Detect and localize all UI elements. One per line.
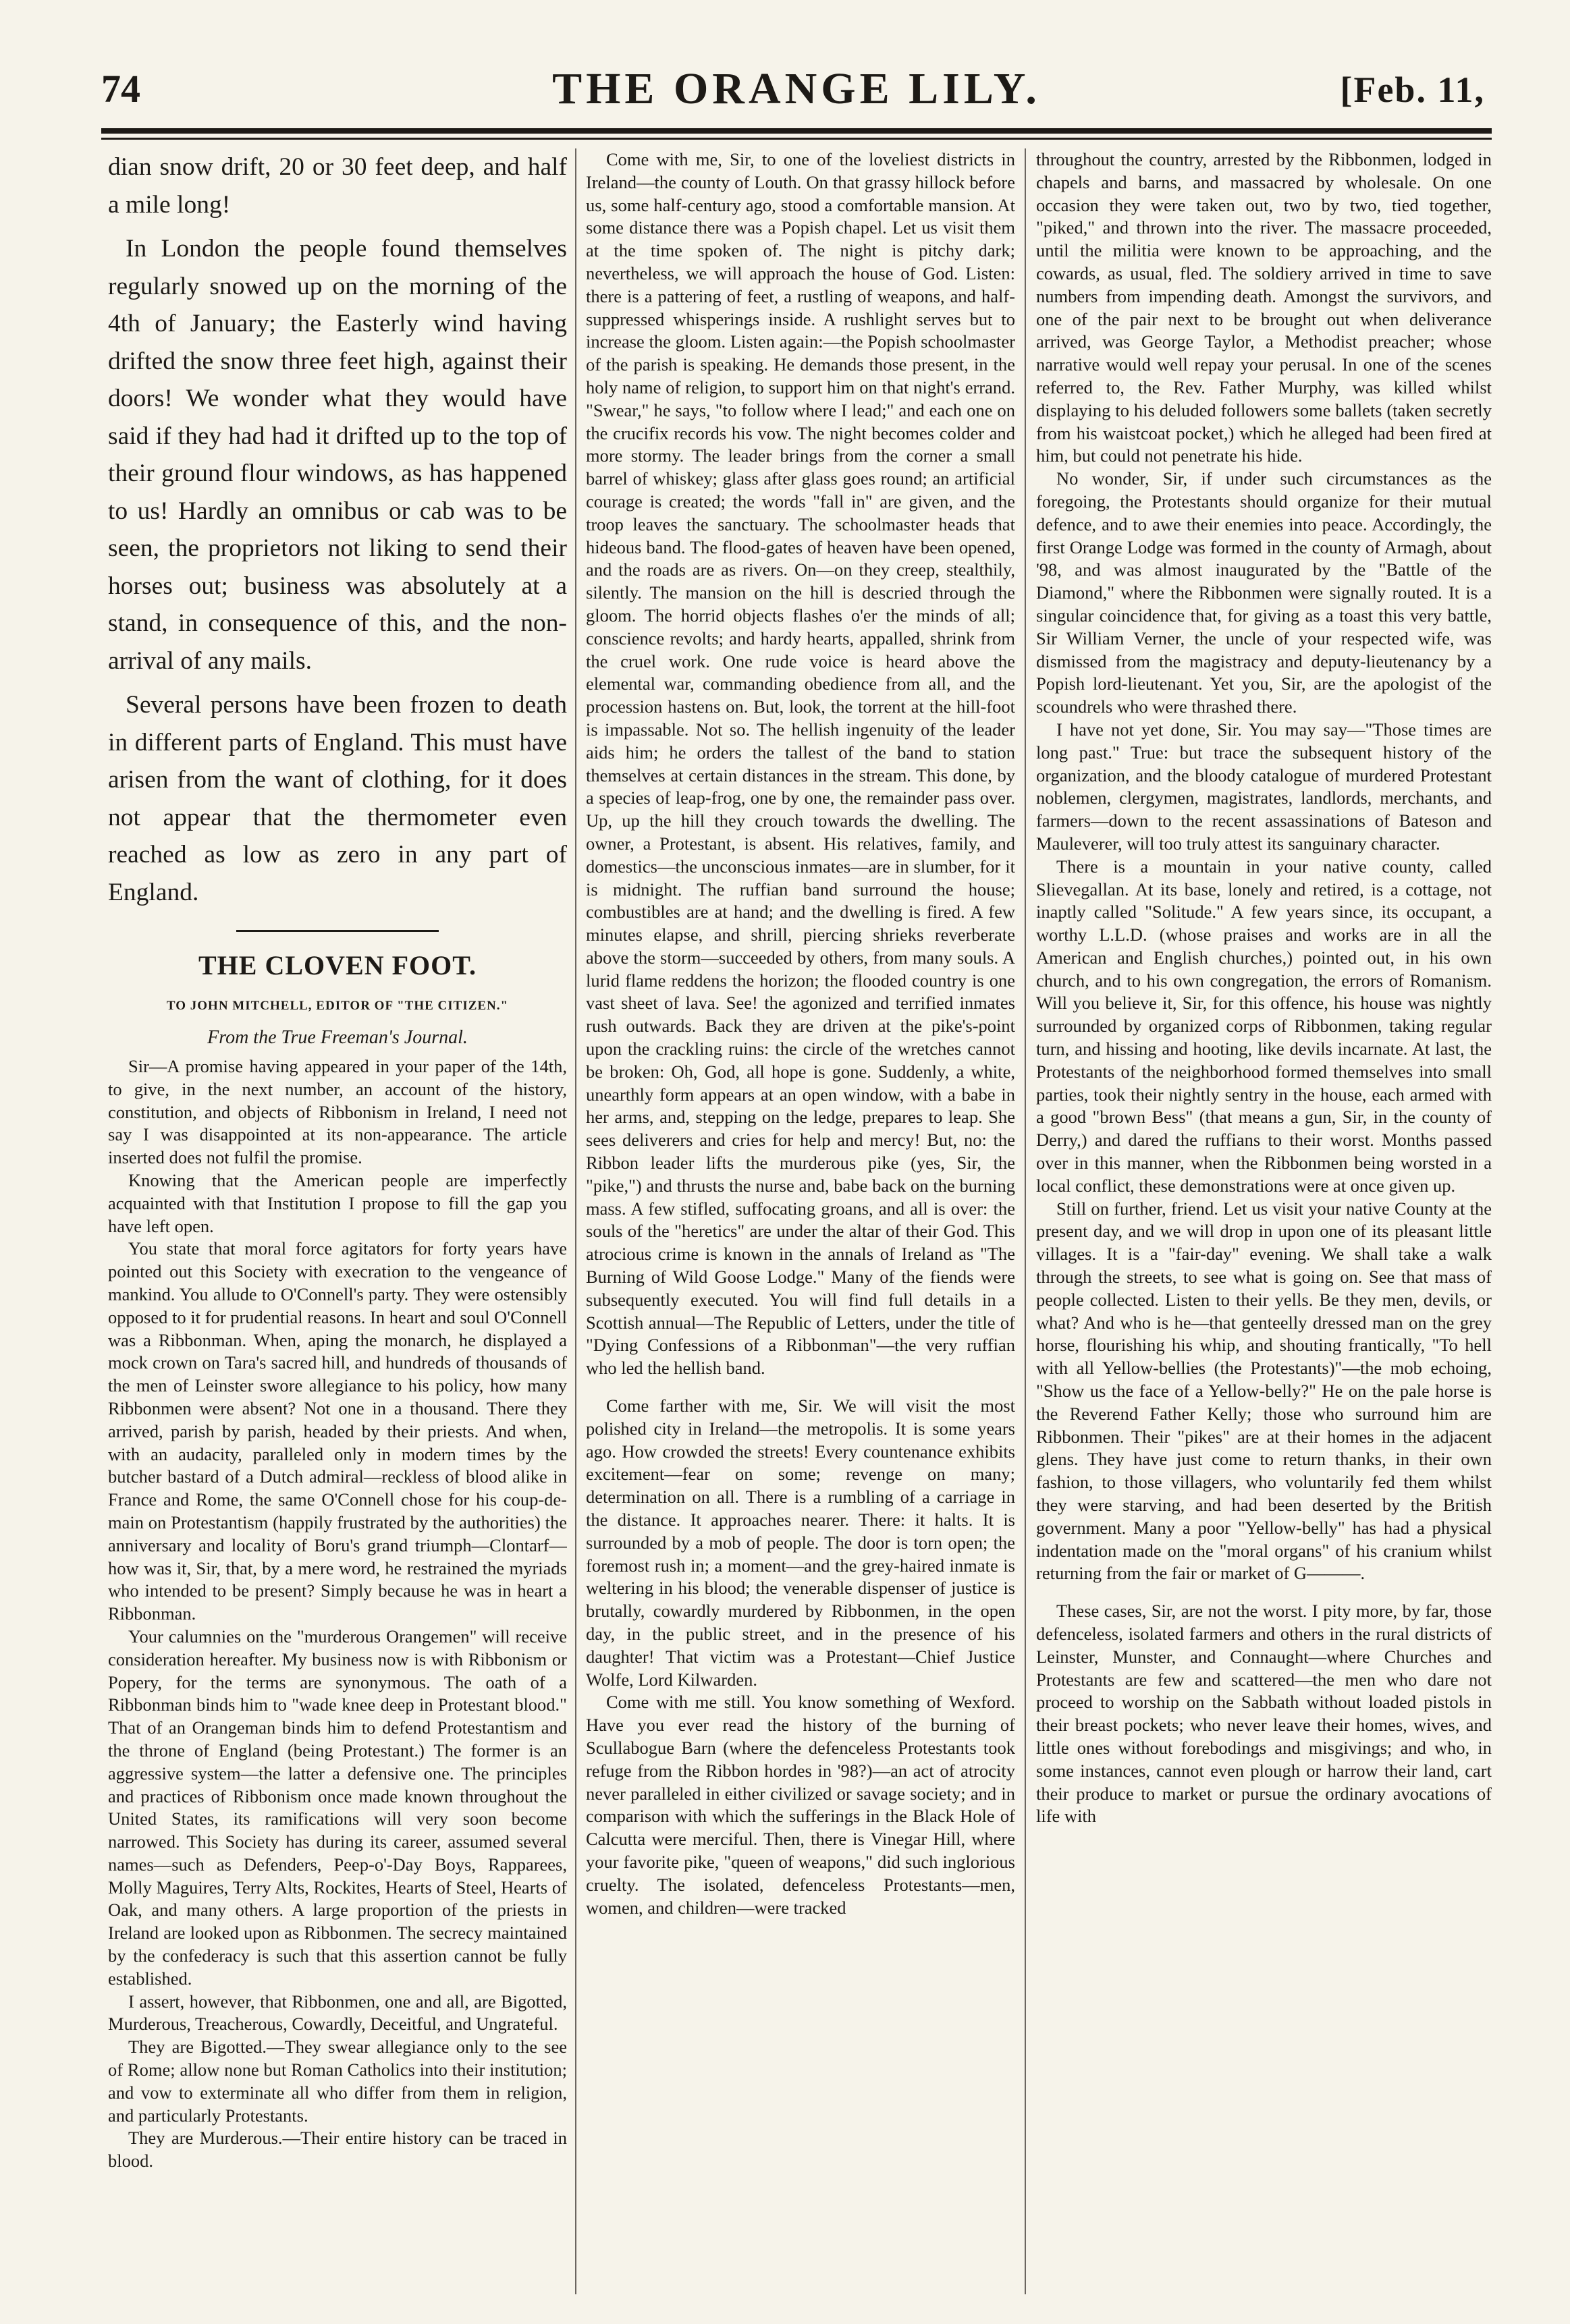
article-source: From the True Freeman's Journal. [207,1027,468,1048]
paragraph: dian snow drift, 20 or 30 feet deep, and half a mile long! [108,153,567,219]
column-divider [1025,148,1026,2294]
paragraph: These cases, Sir, are not the worst. I pity more, by far, those defenceless, isolated farmers and others in the rural districts of Leinster, Munster, and Connaught—where Churches and Protestants are few and scattered—the men who dare not proceed to worship on the Sabbath without loaded pistols in their breast pockets; who never leave their homes, wives, and little ones without forebodings and misgivings; and who, in some instances, cannot even plough or harrow their land, cart their produce to market or pursue the ordinary avocations of life with [1036,1601,1492,1827]
paragraph: You state that moral force agitators for forty years have pointed out this Society with execration to the vengeance of mankind. You allude to O'Connell's party. They were ostensibly opposed to it for prudential reasons. In heart and soul O'Connell was a Ribbonman. When, aping the monarch, he displayed a mock crown on Tara's sacred hill, and hundreds of thousands of the men of Leinster swore allegiance to his policy, how many Ribbonmen were absent? Not one in a thousand. There they arrived, parish by parish, headed by their priests. And when, with an audacity, paralleled only in modern times by the butcher bastard of a Dutch admiral—reckless of blood alike in France and Rome, the same O'Connell chose for his coup-de-main on Protestantism (happily frustrated by the authorities) the anniversary and locality of Boru's grand triumph—Clontarf—how was it, Sir, that, by a mere word, he restrained the myriads who intended to be present? Simply because he was in heart a Ribbonman. [108,1238,567,1624]
paragraph: They are Bigotted.—They swear allegiance only to the see of Rome; allow none but Roman Catholics into their institution; and vow to exterminate all who differ from them in religion, and particularly Protestants. [108,2037,567,2126]
paragraph: Come farther with me, Sir. We will visit the most polished city in Ireland—the metropolis. It is some years ago. How crowded the streets! Every countenance exhibits excitement—fear on some; revenge on many; determination on all. There is a rumbling of a carriage in the distance. It approaches nearer. There: it halts. It is surrounded by a mob of people. The door is torn open; the foremost rush in; a moment—and the grey-haired inmate is weltering in his blood; the venerable dispenser of justice is brutally, cowardly murdered by Ribbonmen, in the open day, in the public street, and in the presence of his daughter! That victim was a Protestant—Chief Justice Wolfe, Lord Kilwarden. [586,1395,1015,1690]
section-separator [236,930,439,932]
paragraph: Come with me, Sir, to one of the loveliest districts in Ireland—the county of Louth. On that grassy hillock before us, some half-century ago, stood a comfortable mansion. At some distance there was a Popish chapel. Let us visit them at the time spoken of. The night is pitchy dark; nevertheless, we will approach the house of God. Listen: there is a pattering of feet, a rustling of weapons, and half-suppressed whisperings inside. A rushlight serves but to increase the gloom. Listen again:—the Popish schoolmaster of the parish is speaking. He demands those present, in the holy name of religion, to support him on that night's errand. "Swear," he says, "to follow where I lead;" and each one on the crucifix records his vow. The night becomes colder and more stormy. The leader brings from the corner a small barrel of whiskey; glass after glass goes round; an artificial courage is created; the words "fall in" are given, and the troop leaves the sanctuary. The schoolmaster heads that hideous band. The flood-gates of heaven have been opened, and the roads are as rivers. On—on they creep, stealthily, silently. The mansion on the hill is descried through the gloom. The horrid objects flashes o'er the minds of all; conscience revolts; and hardy hearts, appalled, shrink from the cruel work. One rude voice is heard above the elemental war, commanding obedience from all, and the procession hastens on. But, look, the torrent at the hill-foot is impassable. Not so. The hellish ingenuity of the leader aids him; he orders the tallest of the band to station themselves at certain distances in the stream. This done, by a species of leap-frog, one by one, the remainder pass over. Up, up the hill they crouch towards the dwelling. The owner, a Protestant, is absent. His relatives, family, and domestics—the unconscious inmates—are in slumber, for it is midnight. The ruffian band surround the house; combustibles are at hand; and the dwelling is fired. A few minutes elapse, and shrill, piercing shrieks reverberate above the storm—succeeded by others, from many souls. A lurid flame reddens the horizon; the flooded country is one vast sheet of lava. See! the agonized and terrified inmates rush outwards. Back they are driven at the pike's-point upon the crackling ruins: the circle of the wretches cannot be broken: Oh, God, all hope is gone. Suddenly, a white, unearthly form appears at an open window, with a babe in her arms, and, stepping on the ledge, prepares to leap. She sees deliverers and cries for help and mercy! But, no: the Ribbon leader lifts the murderous pike (yes, Sir, the "pike,") and thrusts the nurse and, babe back on the burning mass. A few stifled, suffocating groans, and all is over: the souls of the "heretics" are under the altar of their God. This atrocious crime is known in the annals of Ireland as "The Burning of Wild Goose Lodge." Many of the fiends were subsequently executed. You will find full details in a Scottish annual—The Republic of Letters, under the title of "Dying Confessions of a Ribbonman"—the very ruffian who led the hellish band. [586,149,1015,1379]
page-header [101,59,1492,120]
paragraph: Knowing that the American people are imperfectly acquainted with that Institution I propose to fill the gap you have left open. [108,1169,567,1236]
paragraph: Still on further, friend. Let us visit your native County at the present day, and we will drop in upon one of its pleasant little villages. It is a "fair-day" evening. We shall take a walk through the streets, to see what is going on. See that mass of people collected. Listen to their yells. Be they men, devils, or what? And who is he—that genteelly dressed man on the grey horse, flourishing his whip, and shouting frantically, "To hell with all Yellow-bellies (the Protestants)"—the mob echoing, "Show us the face of a Yellow-belly?" He on the pale horse is the Reverend Father Kelly; those who surround him are Ribbonmen. Their "pikes" are at their homes in the adjacent glens. They have just come to return thanks, in their own fashion, to those villagers, who voluntarily fed them whilst they were starving, and had been deserted by the British government. Many a poor "Yellow-belly" has had a physical indentation made on the "moral organs" of his cranium whilst returning from the fair or market of G———. [1036,1198,1492,1584]
paragraph: Come with me still. You know something of Wexford. Have you ever read the history of the burning of Scullabogue Barn (where the defenceless Protestants took refuge from the Ribbon hordes in '98?)—an act of atrocity never paralleled in either civilized or savage society; and in comparison with which the sufferings in the Black Hole of Calcutta were merciful. Then, there is Vinegar Hill, where your favorite pike, "queen of weapons," did such inglorious cruelty. The isolated, defenceless Protestants—men, women, and children—were tracked [586,1692,1015,1918]
column-1 [108,148,567,2294]
header-rule-thick [101,128,1492,134]
header-rule-thin [101,138,1492,140]
paragraph: They are Murderous.—Their entire history can be traced in blood. [108,2128,567,2171]
paragraph: No wonder, Sir, if under such circumstances as the foregoing, the Protestants should organize for their mutual defence, and to awe their enemies into peace. Accordingly, the first Orange Lodge was formed in the county of Armagh, about '98, and was almost inaugurated by the "Battle of the Diamond," where the Ribbonmen were signally routed. It is a singular coincidence that, for giving as a toast this very battle, Sir William Verner, the uncle of your respected wife, was dismissed from the magistracy and deputy-lieutenancy by a Popish lord-lieutenant. Yet you, Sir, are the apologist of the scoundrels who were thrashed there. [1036,468,1492,717]
paragraph: In London the people found themselves regularly snowed up on the morning of the 4th of January; the Easterly wind having drifted the snow three feet high, against their doors! We wonder what they would have said if they had had it drifted up to the top of their ground flour windows, as has happened to us! Hardly an omnibus or cab was to be seen, the proprietors not liking to send their horses out; business was absolutely at a stand, in consequence of this, and the non-arrival of any mails. [108,235,567,675]
paragraph: Several persons have been frozen to death in different parts of England. This must have arisen from the want of clothing, for it does not appear that the thermometer even reached as low as zero in any part of England. [108,691,567,906]
masthead-title: THE ORANGE LILY. [552,64,1041,113]
page-number: 74 [101,67,140,111]
paragraph: I assert, however, that Ribbonmen, one and all, are Bigotted, Murderous, Treacherous, Cowardly, Deceitful, and Ungrateful. [108,1991,567,2035]
paragraph: I have not yet done, Sir. You may say—"Those times are long past." True: but trace the subsequent history of the organization, and the bloody catalogue of murdered Protestant noblemen, clergymen, magistrates, landlords, merchants, and farmers—down to the recent assassinations of Bateson and Mauleverer, will too truly attest its sanguinary character. [1036,719,1492,854]
paragraph: throughout the country, arrested by the Ribbonmen, lodged in chapels and barns, and massacred by wholesale. On one occasion they were taken out, two by two, tied together, "piked," and thrown into the river. The massacre proceeded, until the militia were known to be approaching, and the cowards, as usual, fled. The soldiery arrived in time to save numbers from impending death. Amongst the survivors, and one of the pair next to be brought out when deliverance arrived, was George Taylor, a Methodist preacher; whose narrative would well repay your perusal. In one of the scenes referred to, the Rev. Father Murphy, was killed whilst displaying to his deluded followers some ballets (taken secretly from his waistcoat pocket,) which he alleged had been fired at him, but could not penetrate his hide. [1036,149,1492,466]
paragraph: Your calumnies on the "murderous Orangemen" will receive consideration hereafter. My business now is with Ribbonism or Popery, for the terms are synonymous. The oath of a Ribbonman binds him to "wade knee deep in Protestant blood." That of an Orangeman binds him to defend Protestantism and the throne of England (being Protestant.) The former is an aggressive system—the latter a defensive one. The principles and practices of Ribbonism once made known throughout the United States, its ramifications will very soon become narrowed. This Society has during its career, assumed several names—such as Defenders, Peep-o'-Day Boys, Rapparees, Molly Maguires, Terry Alts, Rockites, Hearts of Steel, Hearts of Oak, and many others. A large proportion of the priests in Ireland are looked upon as Ribbonmen. The secrecy maintained by the confederacy is such that this assertion cannot be fully established. [108,1626,567,1989]
issue-date: [Feb. 11, [1340,70,1485,110]
article-dedication: TO JOHN MITCHELL, EDITOR OF "THE CITIZEN." [166,999,509,1013]
article-title: THE CLOVEN FOOT. [198,950,477,980]
column-2 [586,148,1015,2294]
column-3 [1036,148,1492,2294]
paragraph: There is a mountain in your native county, called Slievegallan. At its base, lonely and retired, is a cottage, not inaptly called "Solitude." A few years since, its occupant, a worthy L.L.D. (whose praises and works are in all the American and English churches,) pointed out, in his own church, and to his own congregation, the errors of Romanism. Will you believe it, Sir, for this offence, his house was nightly surrounded by organized corps of Ribbonmen, taking regular turn, and hissing and hooting, like devils incarnate. At last, the Protestants of the neighborhood formed themselves into small parties, took their nightly sentry in the house, each armed with a good "brown Bess" (that means a gun, Sir, in the county of Derry,) and dared the ruffians to their worst. Months passed over in this manner, when the Ribbonmen being worsted in a local conflict, these demonstrations were at once given up. [1036,856,1492,1196]
column-divider [575,148,576,2294]
paragraph: Sir—A promise having appeared in your paper of the 14th, to give, in the next number, an account of the history, constitution, and objects of Ribbonism in Ireland, I need not say I was disappointed at its non-appearance. The article inserted does not fulfil the promise. [108,1056,567,1168]
